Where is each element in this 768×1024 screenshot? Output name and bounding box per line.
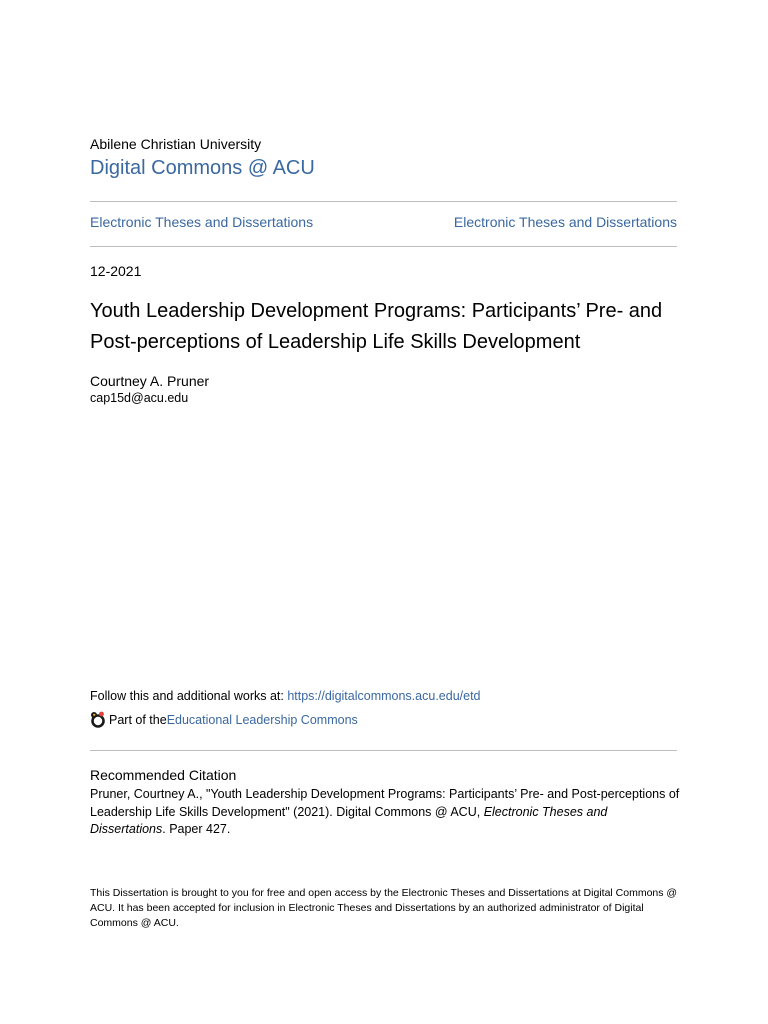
follow-url-link[interactable]: https://digitalcommons.acu.edu/etd (287, 689, 481, 703)
divider-series (90, 246, 677, 247)
institution-name: Abilene Christian University (90, 136, 262, 152)
series-link-right[interactable]: Electronic Theses and Dissertations (453, 214, 677, 230)
author-email: cap15d@acu.edu (90, 391, 189, 405)
title-line-1: Youth Leadership Development Programs: Participants’ Pre- and (90, 300, 663, 322)
recommended-citation-heading: Recommended Citation (90, 767, 237, 783)
partof-prefix: Part of the (109, 713, 167, 727)
publication-date: 12-2021 (90, 263, 142, 279)
bepress-network-icon (90, 711, 106, 729)
divider-top (90, 201, 677, 202)
document-title (90, 296, 690, 358)
divider-citation (90, 750, 677, 751)
access-disclaimer: This Dissertation is brought to you for free and open access by the Electronic Theses and Dissertations at Digital Commons @ ACU. It has been accepted for inclusion in Electronic Theses and Dissertations by an authorized administrator of Digital Commons @ ACU. (90, 887, 678, 929)
author-name: Courtney A. Pruner (90, 373, 210, 389)
series-link-left[interactable]: Electronic Theses and Dissertations (90, 214, 314, 230)
part-of-line (90, 711, 358, 729)
educational-leadership-commons-link[interactable]: Educational Leadership Commons (166, 713, 358, 727)
citation-end: . Paper 427. (162, 822, 231, 836)
repository-link[interactable]: Digital Commons @ ACU (90, 157, 315, 179)
title-line-2: Post-perceptions of Leadership Life Skills Development (90, 331, 581, 353)
follow-prefix: Follow this and additional works at: (90, 689, 288, 703)
follow-line (90, 689, 481, 703)
citation-series: Electronic Theses and Dissertations (90, 804, 608, 836)
citation-main: Pruner, Courtney A., "Youth Leadership Development Programs: Participants’ Pre- and Post-perceptions of Leadership Life Skills Development" (2021). Digital Commons @ ACU, (90, 787, 680, 819)
citation-text (90, 786, 682, 839)
